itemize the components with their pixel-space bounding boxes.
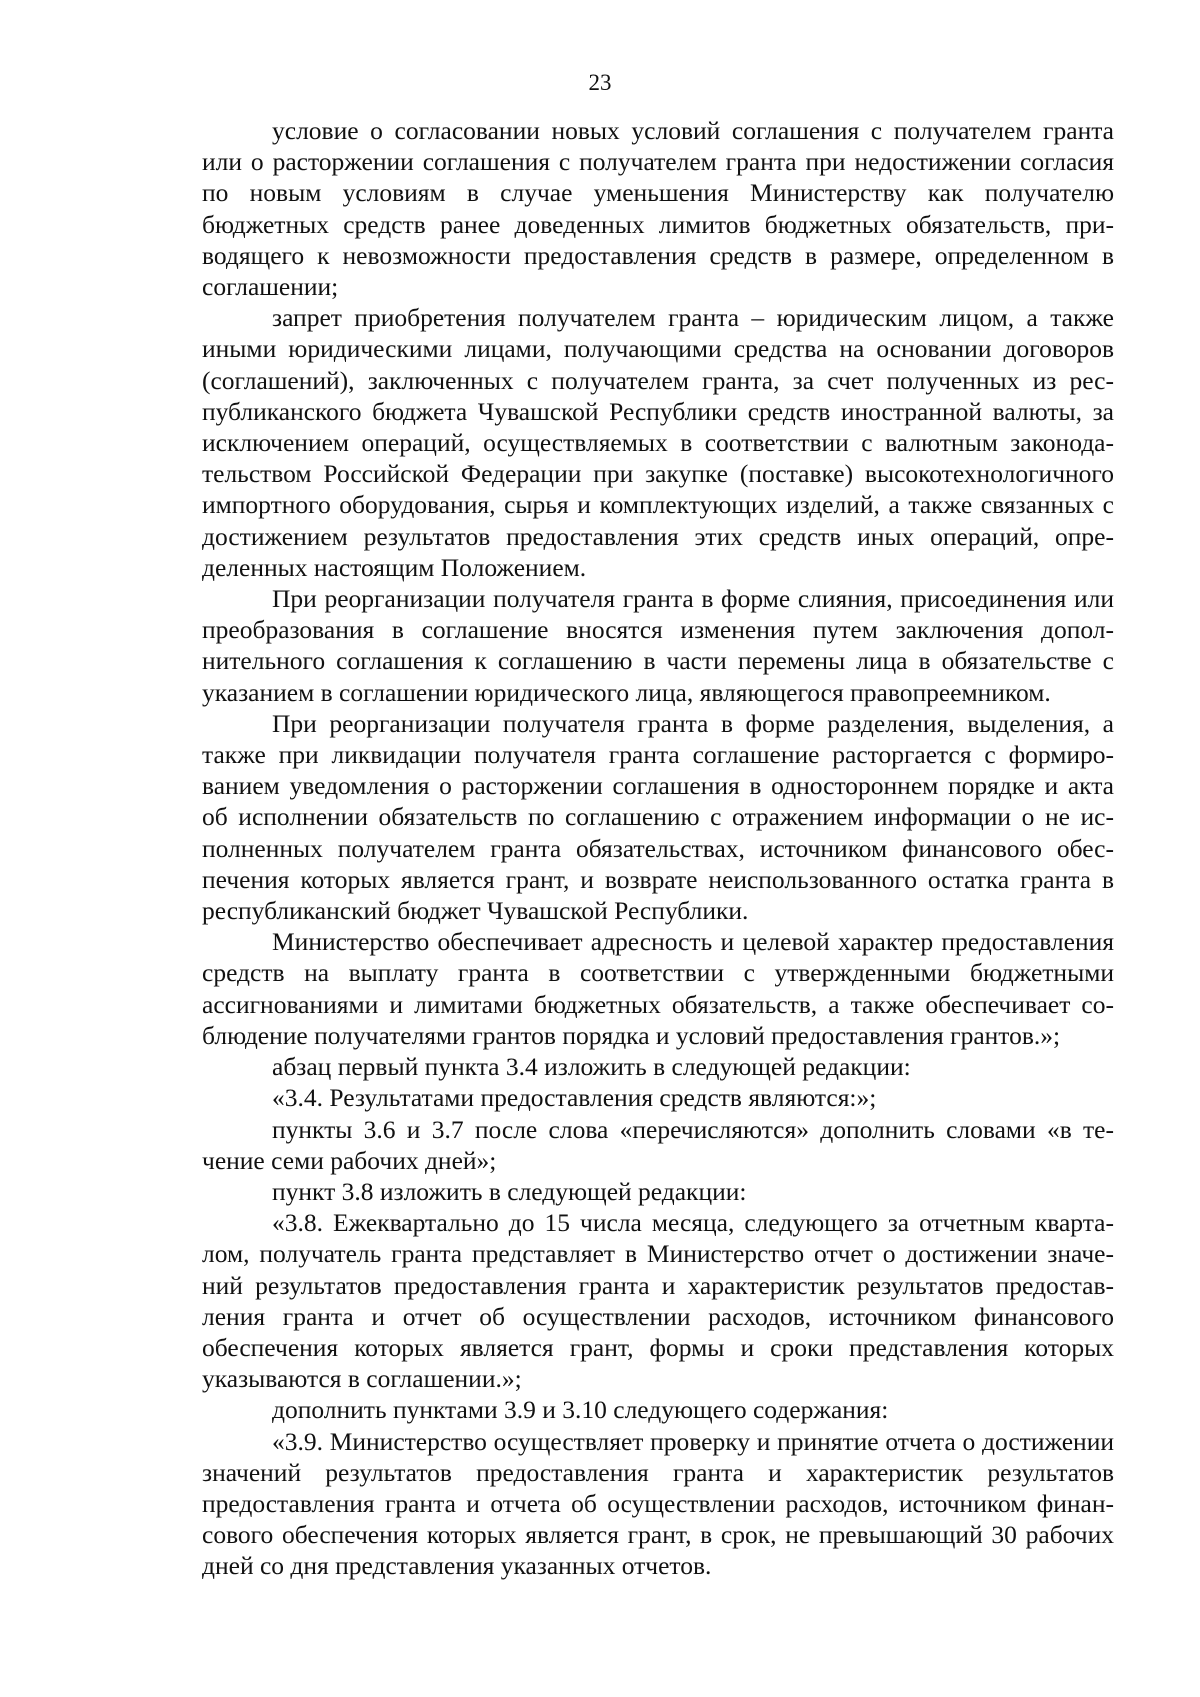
document-body [202,115,1114,1582]
page-number: 23 [588,70,612,95]
paragraph: пункт 3.8 изложить в следующей редакции: [272,1176,747,1206]
paragraph: При реорганизации получателя гранта в форме разделения, выделения, а также при ликвидации получателя гранта соглашение расторгается с формированием уведомления о расторжении соглашения в одностороннем порядке и акта об исполнении обязательств по соглашению с отражением информации о не исполненных получателем гранта обязательствах, источником финансового обеспечения которых является грант, и возврате неиспользованного остатка гранта в республиканский бюджет Чувашской Республики. [202,708,1114,926]
paragraph: «3.8. Ежеквартально до 15 числа месяца, следующего за отчетным кварталом, получатель гранта представляет в Министерство отчет о достижении значений результатов предоставления гранта и характеристик результатов предоставления гранта и отчет об осуществлении расходов, источником финансового обеспечения которых является грант, формы и сроки представления которых указываются в соглашении.»; [202,1208,1114,1394]
paragraph: условие о согласовании новых условий соглашения с получателем гранта или о расторжении соглашения с получателем гранта при недостижении согласия по новым условиям в случае уменьшения Министерству как получателю бюджетных средств ранее доведенных лимитов бюджетных обязательств, приводящего к невозможности предоставления средств в размере, определенном в соглашении; [202,116,1114,302]
paragraph: запрет приобретения получателем гранта – юридическим лицом, а также иными юридическими лицами, получающими средства на основании договоров (соглашений), заключенных с получателем гранта, за счет полученных из республиканского бюджета Чувашской Республики средств иностранной валюты, за исключением операций, осуществляемых в соответствии с валютным законодательством Российской Федерации при закупке (поставке) высокотехнологичного импортного оборудования, сырья и комплектующих изделий, а также связанных с достижением результатов предоставления этих средств иных операций, определенных настоящим Положением. [202,303,1114,582]
paragraph: пункты 3.6 и 3.7 после слова «перечисляются» дополнить словами «в течение семи рабочих дней»; [202,1114,1114,1175]
paragraph: «3.9. Министерство осуществляет проверку и принятие отчета о достижении значений результатов предоставления гранта и характеристик результатов предоставления гранта и отчета об осуществлении расходов, источником финансового обеспечения которых является грант, в срок, не превышающий 30 рабочих дней со дня представления указанных отчетов. [202,1426,1114,1581]
paragraph: При реорганизации получателя гранта в форме слияния, присоединения или преобразования в соглашение вносятся изменения путем заключения дополнительного соглашения к соглашению в части перемены лица в обязательстве с указанием в соглашении юридического лица, являющегося правопреемником. [202,584,1114,707]
paragraph: дополнить пунктами 3.9 и 3.10 следующего содержания: [272,1395,889,1425]
paragraph: «3.4. Результатами предоставления средств являются:»; [272,1083,877,1113]
paragraph: Министерство обеспечивает адресность и целевой характер предоставления средств на выплату гранта в соответствии с утвержденными бюджетными ассигнованиями и лимитами бюджетных обязательств, а также обеспечивает соблюдение получателями грантов порядка и условий предоставления грантов.»; [202,927,1114,1050]
paragraph: абзац первый пункта 3.4 изложить в следующей редакции: [272,1052,911,1082]
